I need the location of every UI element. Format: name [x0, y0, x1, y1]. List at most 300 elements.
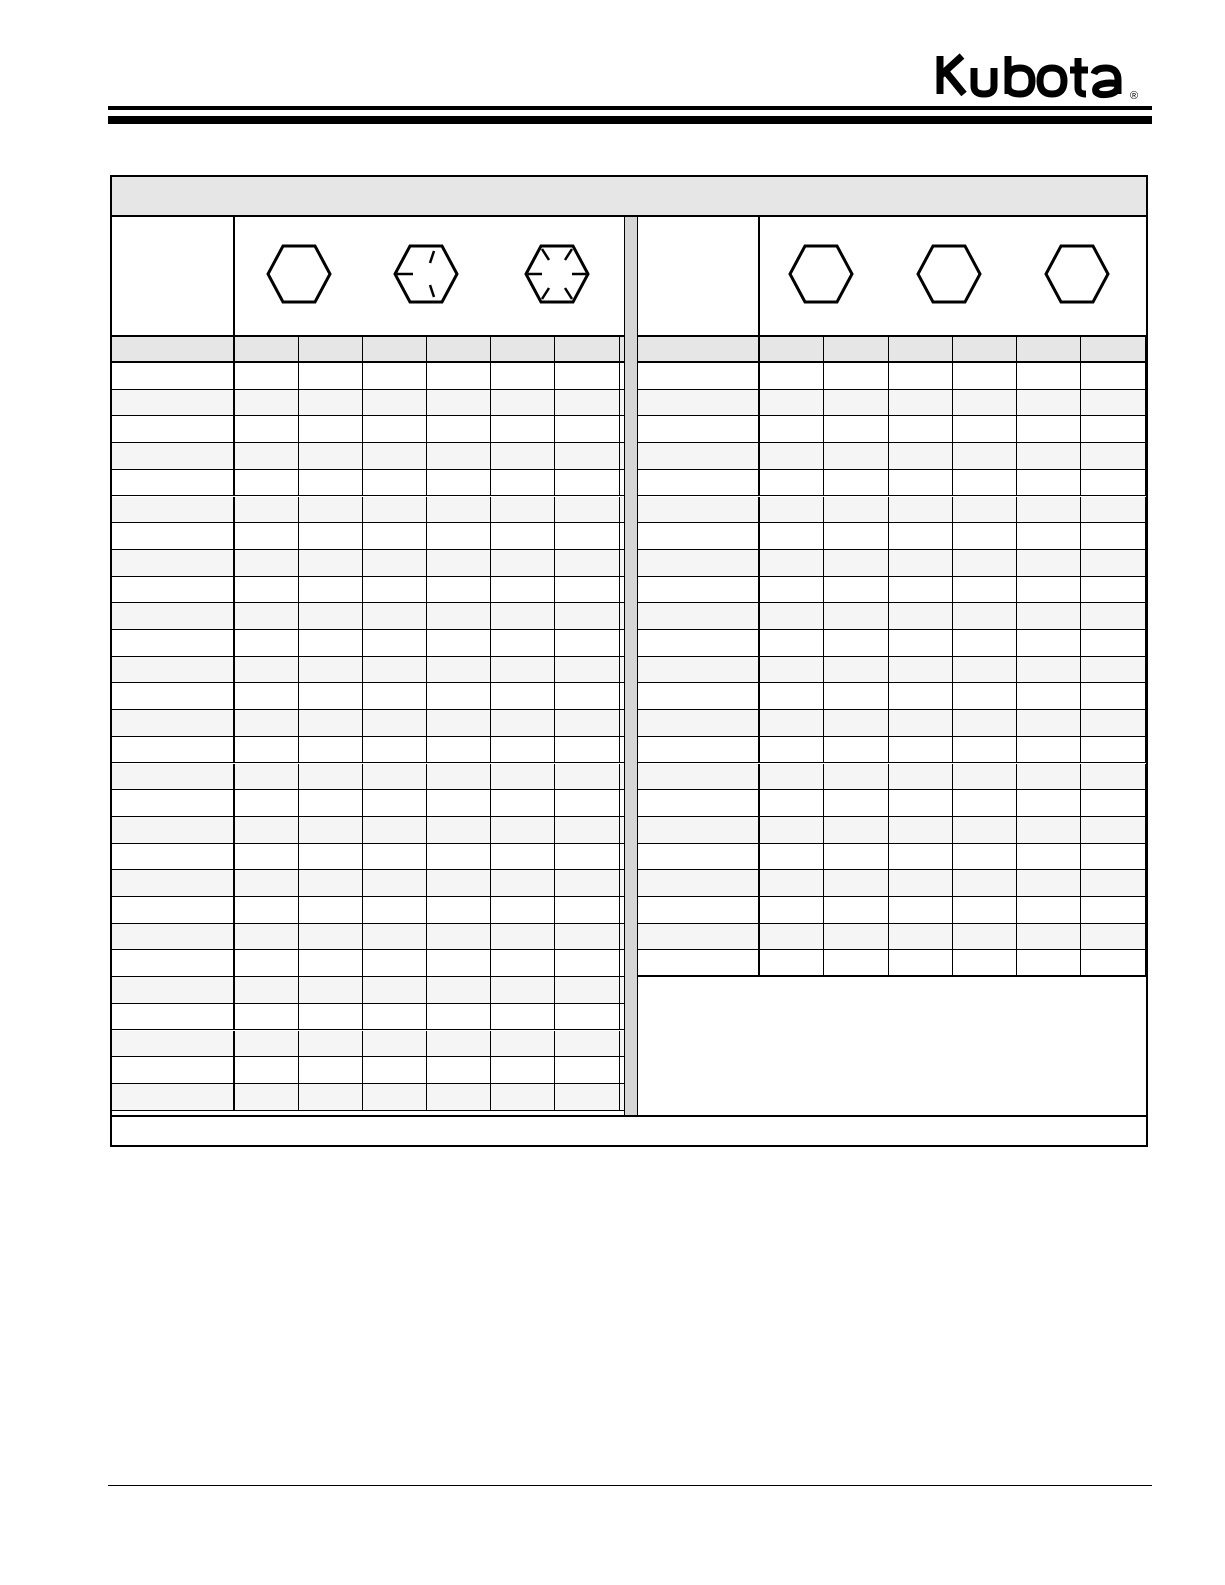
table-cell: [299, 870, 363, 896]
table-row: [112, 897, 624, 924]
table-cell: [1017, 790, 1081, 816]
table-cell: [556, 1031, 620, 1057]
table-cell: [824, 764, 888, 790]
table-cell: [1082, 523, 1146, 549]
table-cell: [556, 1004, 620, 1030]
table-cell: [1082, 870, 1146, 896]
table-cell: [363, 390, 427, 416]
table-cell: [363, 1057, 427, 1083]
table-cell: [491, 977, 555, 1003]
table-row: [112, 844, 624, 871]
table-row: [638, 790, 1146, 817]
row-label-cell: [112, 710, 235, 736]
table-cell: [1017, 683, 1081, 709]
table-cell: [760, 657, 824, 683]
table-cell: [427, 817, 491, 843]
table-cell: [824, 630, 888, 656]
table-cell: [235, 950, 299, 976]
table-cell: [556, 470, 620, 496]
table-cell: [824, 550, 888, 576]
table-cell: [556, 897, 620, 923]
table-cell: [556, 1084, 620, 1110]
row-label-cell: [638, 363, 760, 389]
table-cell: [235, 550, 299, 576]
row-label-cell: [112, 523, 235, 549]
table-cell: [1017, 497, 1081, 523]
table-row: [638, 817, 1146, 844]
table-cell: [299, 443, 363, 469]
table-cell: [491, 870, 555, 896]
table-cell: [1017, 950, 1081, 976]
table-cell: [299, 710, 363, 736]
row-label-cell: [638, 950, 760, 976]
row-label-cell: [638, 550, 760, 576]
table-cell: [760, 817, 824, 843]
table-cell: [889, 790, 953, 816]
table-cell: [953, 683, 1017, 709]
table-row: [638, 416, 1146, 443]
table-cell: [760, 683, 824, 709]
left-icon-row: [112, 217, 624, 337]
table-cell: [824, 817, 888, 843]
table-cell: [1017, 737, 1081, 763]
table-cell: [1082, 657, 1146, 683]
table-cell: [235, 897, 299, 923]
table-cell: [491, 497, 555, 523]
table-cell: [760, 523, 824, 549]
table-cell: [1082, 470, 1146, 496]
column-header-cell: [427, 337, 491, 361]
table-cell: [491, 523, 555, 549]
panel-divider: [624, 217, 638, 1115]
table-cell: [363, 550, 427, 576]
table-cell: [299, 470, 363, 496]
table-cell: [1082, 443, 1146, 469]
table-cell: [1082, 577, 1146, 603]
table-cell: [889, 390, 953, 416]
table-cell: [556, 790, 620, 816]
table-cell: [953, 764, 1017, 790]
table-cell: [299, 630, 363, 656]
table-row: [112, 817, 624, 844]
row-label-cell: [638, 683, 760, 709]
table-cell: [363, 683, 427, 709]
column-header-cell: [824, 337, 888, 361]
table-cell: [1082, 550, 1146, 576]
table-cell: [556, 443, 620, 469]
table-cell: [953, 630, 1017, 656]
table-cell: [363, 523, 427, 549]
table-cell: [889, 657, 953, 683]
table-cell: [556, 764, 620, 790]
row-label-cell: [112, 1031, 235, 1057]
table-row: [112, 683, 624, 710]
table-cell: [235, 470, 299, 496]
table-cell: [363, 363, 427, 389]
table-row: [638, 497, 1146, 524]
table-cell: [556, 737, 620, 763]
row-label-cell: [112, 470, 235, 496]
table-cell: [1082, 416, 1146, 442]
column-header-cell: [556, 337, 620, 361]
table-cell: [363, 1031, 427, 1057]
table-row: [112, 1031, 624, 1058]
hex-bolt-plain-icon: [1044, 243, 1110, 305]
table-cell: [235, 977, 299, 1003]
table-cell: [889, 497, 953, 523]
table-row: [112, 977, 624, 1004]
table-cell: [427, 1031, 491, 1057]
table-cell: [760, 790, 824, 816]
table-cell: [491, 737, 555, 763]
table-cell: [299, 363, 363, 389]
table-cell: [1017, 657, 1081, 683]
table-row: [638, 603, 1146, 630]
table-row: [112, 764, 624, 791]
row-label-cell: [112, 390, 235, 416]
table-cell: [889, 737, 953, 763]
table-cell: [491, 550, 555, 576]
table-row: [112, 497, 624, 524]
header-rule-thick: [108, 116, 1152, 124]
table-cell: [427, 844, 491, 870]
row-label-cell: [638, 603, 760, 629]
hex-bolt-plain-icon: [916, 243, 982, 305]
table-row: [112, 950, 624, 977]
row-label-cell: [112, 924, 235, 950]
table-row: [112, 577, 624, 604]
table-cell: [427, 1004, 491, 1030]
table-cell: [427, 523, 491, 549]
table-cell: [299, 764, 363, 790]
table-row: [112, 1004, 624, 1031]
row-label-cell: [112, 443, 235, 469]
row-label-cell: [112, 897, 235, 923]
table-cell: [824, 924, 888, 950]
table-cell: [953, 523, 1017, 549]
table-cell: [235, 603, 299, 629]
table-cell: [299, 603, 363, 629]
table-cell: [1082, 897, 1146, 923]
row-label-cell: [638, 523, 760, 549]
table-cell: [556, 844, 620, 870]
table-cell: [556, 950, 620, 976]
left-column-header: [112, 337, 624, 363]
table-cell: [235, 1057, 299, 1083]
table-cell: [427, 657, 491, 683]
column-header-cell: [760, 337, 824, 361]
table-cell: [1082, 683, 1146, 709]
table-row: [112, 523, 624, 550]
table-row: [638, 550, 1146, 577]
table-cell: [427, 1084, 491, 1110]
table-cell: [427, 630, 491, 656]
row-label-cell: [112, 550, 235, 576]
table-cell: [363, 924, 427, 950]
table-cell: [427, 443, 491, 469]
row-label-cell: [638, 630, 760, 656]
row-label-cell: [638, 577, 760, 603]
table-cell: [427, 390, 491, 416]
row-label-cell: [638, 390, 760, 416]
table-row: [112, 710, 624, 737]
table-cell: [427, 497, 491, 523]
column-header-cell: [363, 337, 427, 361]
table-cell: [363, 630, 427, 656]
table-cell: [491, 844, 555, 870]
table-cell: [953, 737, 1017, 763]
table-cell: [491, 1084, 555, 1110]
table-cell: [363, 870, 427, 896]
row-label-cell: [638, 416, 760, 442]
table-cell: [491, 443, 555, 469]
table-cell: [235, 1031, 299, 1057]
table-cell: [953, 470, 1017, 496]
table-cell: [556, 1057, 620, 1083]
table-cell: [491, 790, 555, 816]
table-cell: [556, 630, 620, 656]
table-cell: [299, 1004, 363, 1030]
table-row: [638, 683, 1146, 710]
table-cell: [363, 443, 427, 469]
table-cell: [953, 390, 1017, 416]
table-cell: [889, 603, 953, 629]
kubota-logo: [934, 52, 1154, 104]
table-cell: [1082, 603, 1146, 629]
table-cell: [889, 470, 953, 496]
table-cell: [1082, 737, 1146, 763]
row-label-cell: [112, 977, 235, 1003]
table-cell: [824, 497, 888, 523]
table-row: [112, 870, 624, 897]
table-cell: [953, 897, 1017, 923]
table-cell: [824, 844, 888, 870]
table-cell: [760, 363, 824, 389]
table-cell: [760, 897, 824, 923]
table-cell: [491, 897, 555, 923]
table-cell: [491, 390, 555, 416]
table-cell: [299, 817, 363, 843]
table-row: [112, 603, 624, 630]
table-cell: [953, 844, 1017, 870]
row-label-cell: [112, 363, 235, 389]
row-label-cell: [638, 737, 760, 763]
table-cell: [760, 443, 824, 469]
hex-bolt-plain-icon: [788, 243, 854, 305]
right-icon-label-cell: [638, 217, 760, 335]
table-cell: [427, 764, 491, 790]
registered-mark: ®: [1130, 90, 1139, 102]
table-cell: [760, 390, 824, 416]
table-cell: [299, 977, 363, 1003]
table-cell: [491, 710, 555, 736]
table-cell: [1017, 710, 1081, 736]
row-label-cell: [112, 817, 235, 843]
table-cell: [235, 924, 299, 950]
table-cell: [235, 657, 299, 683]
table-cell: [824, 577, 888, 603]
table-cell: [824, 710, 888, 736]
table-cell: [299, 577, 363, 603]
table-cell: [953, 603, 1017, 629]
table-cell: [299, 497, 363, 523]
table-cell: [491, 630, 555, 656]
column-header-cell: [638, 337, 760, 361]
table-cell: [824, 657, 888, 683]
table-cell: [235, 443, 299, 469]
table-cell: [556, 523, 620, 549]
table-cell: [363, 817, 427, 843]
table-cell: [1082, 817, 1146, 843]
table-cell: [491, 1004, 555, 1030]
table-row: [638, 870, 1146, 897]
row-label-cell: [638, 443, 760, 469]
table-cell: [235, 710, 299, 736]
table-cell: [427, 363, 491, 389]
table-cell: [235, 497, 299, 523]
table-cell: [235, 577, 299, 603]
table-cell: [889, 550, 953, 576]
table-cell: [363, 790, 427, 816]
table-cell: [299, 844, 363, 870]
table-cell: [953, 710, 1017, 736]
table-cell: [953, 950, 1017, 976]
table-cell: [824, 443, 888, 469]
table-cell: [1017, 924, 1081, 950]
table-cell: [299, 1057, 363, 1083]
column-header-cell: [953, 337, 1017, 361]
row-label-cell: [112, 1084, 235, 1110]
table-cell: [556, 683, 620, 709]
row-label-cell: [112, 1057, 235, 1083]
table-cell: [760, 924, 824, 950]
column-header-cell: [299, 337, 363, 361]
table-cell: [953, 790, 1017, 816]
table-title-bar: [112, 177, 1146, 217]
table-cell: [953, 924, 1017, 950]
table-cell: [1082, 363, 1146, 389]
table-cell: [760, 550, 824, 576]
table-row: [638, 470, 1146, 497]
table-cell: [491, 1031, 555, 1057]
table-row: [112, 1084, 624, 1111]
table-cell: [824, 363, 888, 389]
table-cell: [889, 577, 953, 603]
table-row: [638, 577, 1146, 604]
table-row: [112, 1057, 624, 1084]
table-cell: [427, 870, 491, 896]
left-icon-label-cell: [112, 217, 235, 335]
table-cell: [824, 603, 888, 629]
table-cell: [1017, 550, 1081, 576]
table-cell: [556, 550, 620, 576]
table-cell: [1017, 603, 1081, 629]
table-cell: [1082, 497, 1146, 523]
table-cell: [491, 363, 555, 389]
table-cell: [491, 416, 555, 442]
table-cell: [760, 764, 824, 790]
row-label-cell: [112, 657, 235, 683]
table-cell: [427, 897, 491, 923]
table-row: [638, 630, 1146, 657]
table-cell: [556, 710, 620, 736]
table-cell: [491, 817, 555, 843]
table-cell: [491, 657, 555, 683]
column-header-cell: [1017, 337, 1081, 361]
table-cell: [427, 790, 491, 816]
table-cell: [824, 390, 888, 416]
table-cell: [235, 737, 299, 763]
table-cell: [556, 977, 620, 1003]
table-cell: [299, 790, 363, 816]
table-cell: [1082, 950, 1146, 976]
table-row: [638, 844, 1146, 871]
table-cell: [235, 817, 299, 843]
table-cell: [235, 416, 299, 442]
column-header-cell: [235, 337, 299, 361]
table-cell: [1082, 790, 1146, 816]
table-cell: [427, 416, 491, 442]
table-cell: [824, 683, 888, 709]
table-cell: [491, 1057, 555, 1083]
table-row: [112, 630, 624, 657]
table-cell: [760, 710, 824, 736]
table-cell: [1017, 870, 1081, 896]
table-cell: [427, 577, 491, 603]
table-cell: [363, 764, 427, 790]
row-label-cell: [112, 603, 235, 629]
table-cell: [427, 737, 491, 763]
row-label-cell: [638, 897, 760, 923]
table-cell: [953, 443, 1017, 469]
hex-bolt-six-mark-icon: [524, 243, 590, 305]
column-header-cell: [491, 337, 555, 361]
row-label-cell: [638, 870, 760, 896]
table-cell: [953, 497, 1017, 523]
table-row: [112, 657, 624, 684]
hex-bolt-plain-icon: [266, 243, 332, 305]
table-row: [112, 443, 624, 470]
table-cell: [824, 950, 888, 976]
table-cell: [760, 603, 824, 629]
table-cell: [299, 1084, 363, 1110]
table-cell: [953, 577, 1017, 603]
row-label-cell: [112, 497, 235, 523]
table-row: [638, 950, 1146, 977]
table-cell: [299, 924, 363, 950]
table-cell: [363, 657, 427, 683]
hex-bolt-three-mark-icon: [393, 243, 459, 305]
table-cell: [953, 657, 1017, 683]
table-cell: [299, 950, 363, 976]
row-label-cell: [638, 710, 760, 736]
row-label-cell: [112, 870, 235, 896]
row-label-cell: [638, 657, 760, 683]
table-cell: [1017, 523, 1081, 549]
table-cell: [953, 416, 1017, 442]
row-label-cell: [112, 683, 235, 709]
table-cell: [556, 657, 620, 683]
table-cell: [235, 844, 299, 870]
table-cell: [491, 603, 555, 629]
row-label-cell: [638, 764, 760, 790]
table-cell: [760, 577, 824, 603]
table-cell: [1017, 443, 1081, 469]
table-cell: [824, 470, 888, 496]
table-cell: [299, 416, 363, 442]
table-cell: [556, 577, 620, 603]
table-cell: [491, 924, 555, 950]
